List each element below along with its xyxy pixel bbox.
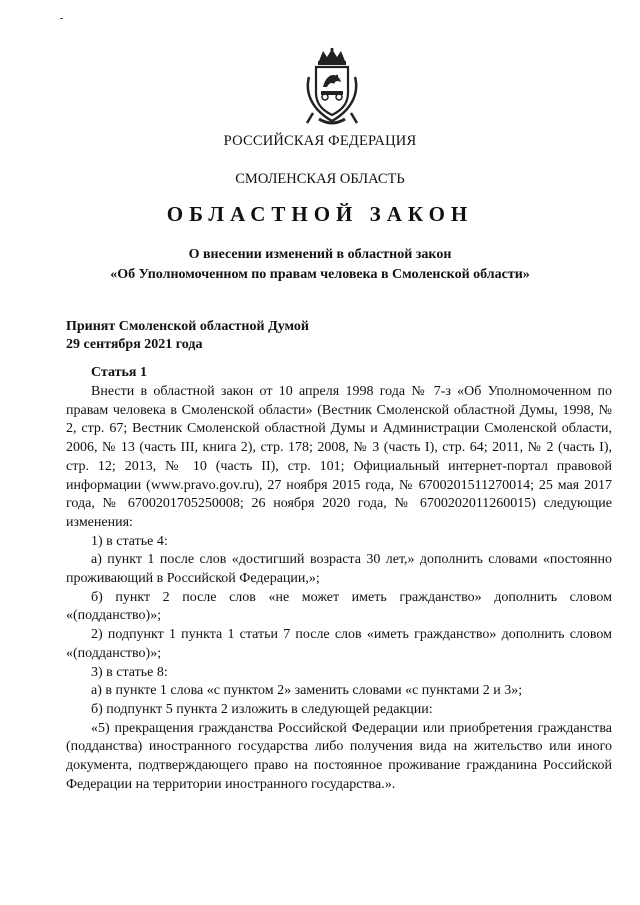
document-type-title: ОБЛАСТНОЙ ЗАКОН (166, 202, 474, 226)
article-paragraph: «5) прекращения гражданства Российской Федерации или приобретения гражданства (подданства) иностранного государства либо получения вида на жительство или иного документа, подтверждающего право на постоянное проживание гражданина Российской Федерации на территории иностранного государства.». (66, 720, 612, 792)
adoption-block (66, 318, 309, 354)
adoption-line1: Принят Смоленской областной Думой (66, 319, 309, 334)
article-paragraph: Внести в областной закон от 10 апреля 1998 года № 7-з «Об Уполномоченном по правам человека в Смоленской области» (Вестник Смоленской областной Думы, 1998, № 2, стр. 67; Вестник Смоленской областной Думы и Администрации Смоленской области, 2006, № 13 (часть III, книга 2), стр. 178; 2008, № 3 (часть I), стр. 64; 2011, № 2 (часть I), стр. 12; 2013, № 10 (часть II), стр. 101; Официальный интернет-портал правовой информации (www.pravo.gov.ru), 27 ноября 2015 года, № 6700201511270014; 25 мая 2017 года, № 6700201705250008; 26 ноября 2020 года, № 6700202011260015) следующие изменения: (66, 384, 612, 530)
region-heading: СМОЛЕНСКАЯ ОБЛАСТЬ (235, 171, 405, 187)
law-subtitle-line2: «Об Уполномоченном по правам человека в Смоленской области» (110, 267, 530, 282)
article-paragraph: а) пункт 1 после слов «достигший возраста 30 лет,» дополнить словами «постоянно проживающий в Российской Федерации,»; (66, 552, 612, 587)
article-paragraph: 2) подпункт 1 пункта 1 статьи 7 после слов «иметь гражданство» дополнить словом «(подданство)»; (66, 627, 612, 661)
article-title: Статья 1 (91, 365, 147, 380)
country-heading: РОССИЙСКАЯ ФЕДЕРАЦИЯ (223, 133, 417, 149)
article-paragraph: б) подпункт 5 пункта 2 изложить в следующей редакции: (91, 701, 433, 717)
article-paragraph: 3) в статье 8: (91, 664, 168, 680)
adoption-date: 29 сентября 2021 года (66, 337, 203, 352)
coat-of-arms-emblem (299, 47, 365, 127)
article-paragraph: 1) в статье 4: (91, 533, 168, 549)
law-subtitle-line1: О внесении изменений в областной закон (188, 247, 452, 262)
article-paragraph: а) в пункте 1 слова «с пунктом 2» заменить словами «с пунктами 2 и 3»; (91, 683, 523, 699)
scan-speck (60, 18, 63, 19)
article-body (66, 383, 612, 794)
article-paragraph: б) пункт 2 после слов «не может иметь гражданство» дополнить словом «(подданство)»; (66, 589, 612, 624)
